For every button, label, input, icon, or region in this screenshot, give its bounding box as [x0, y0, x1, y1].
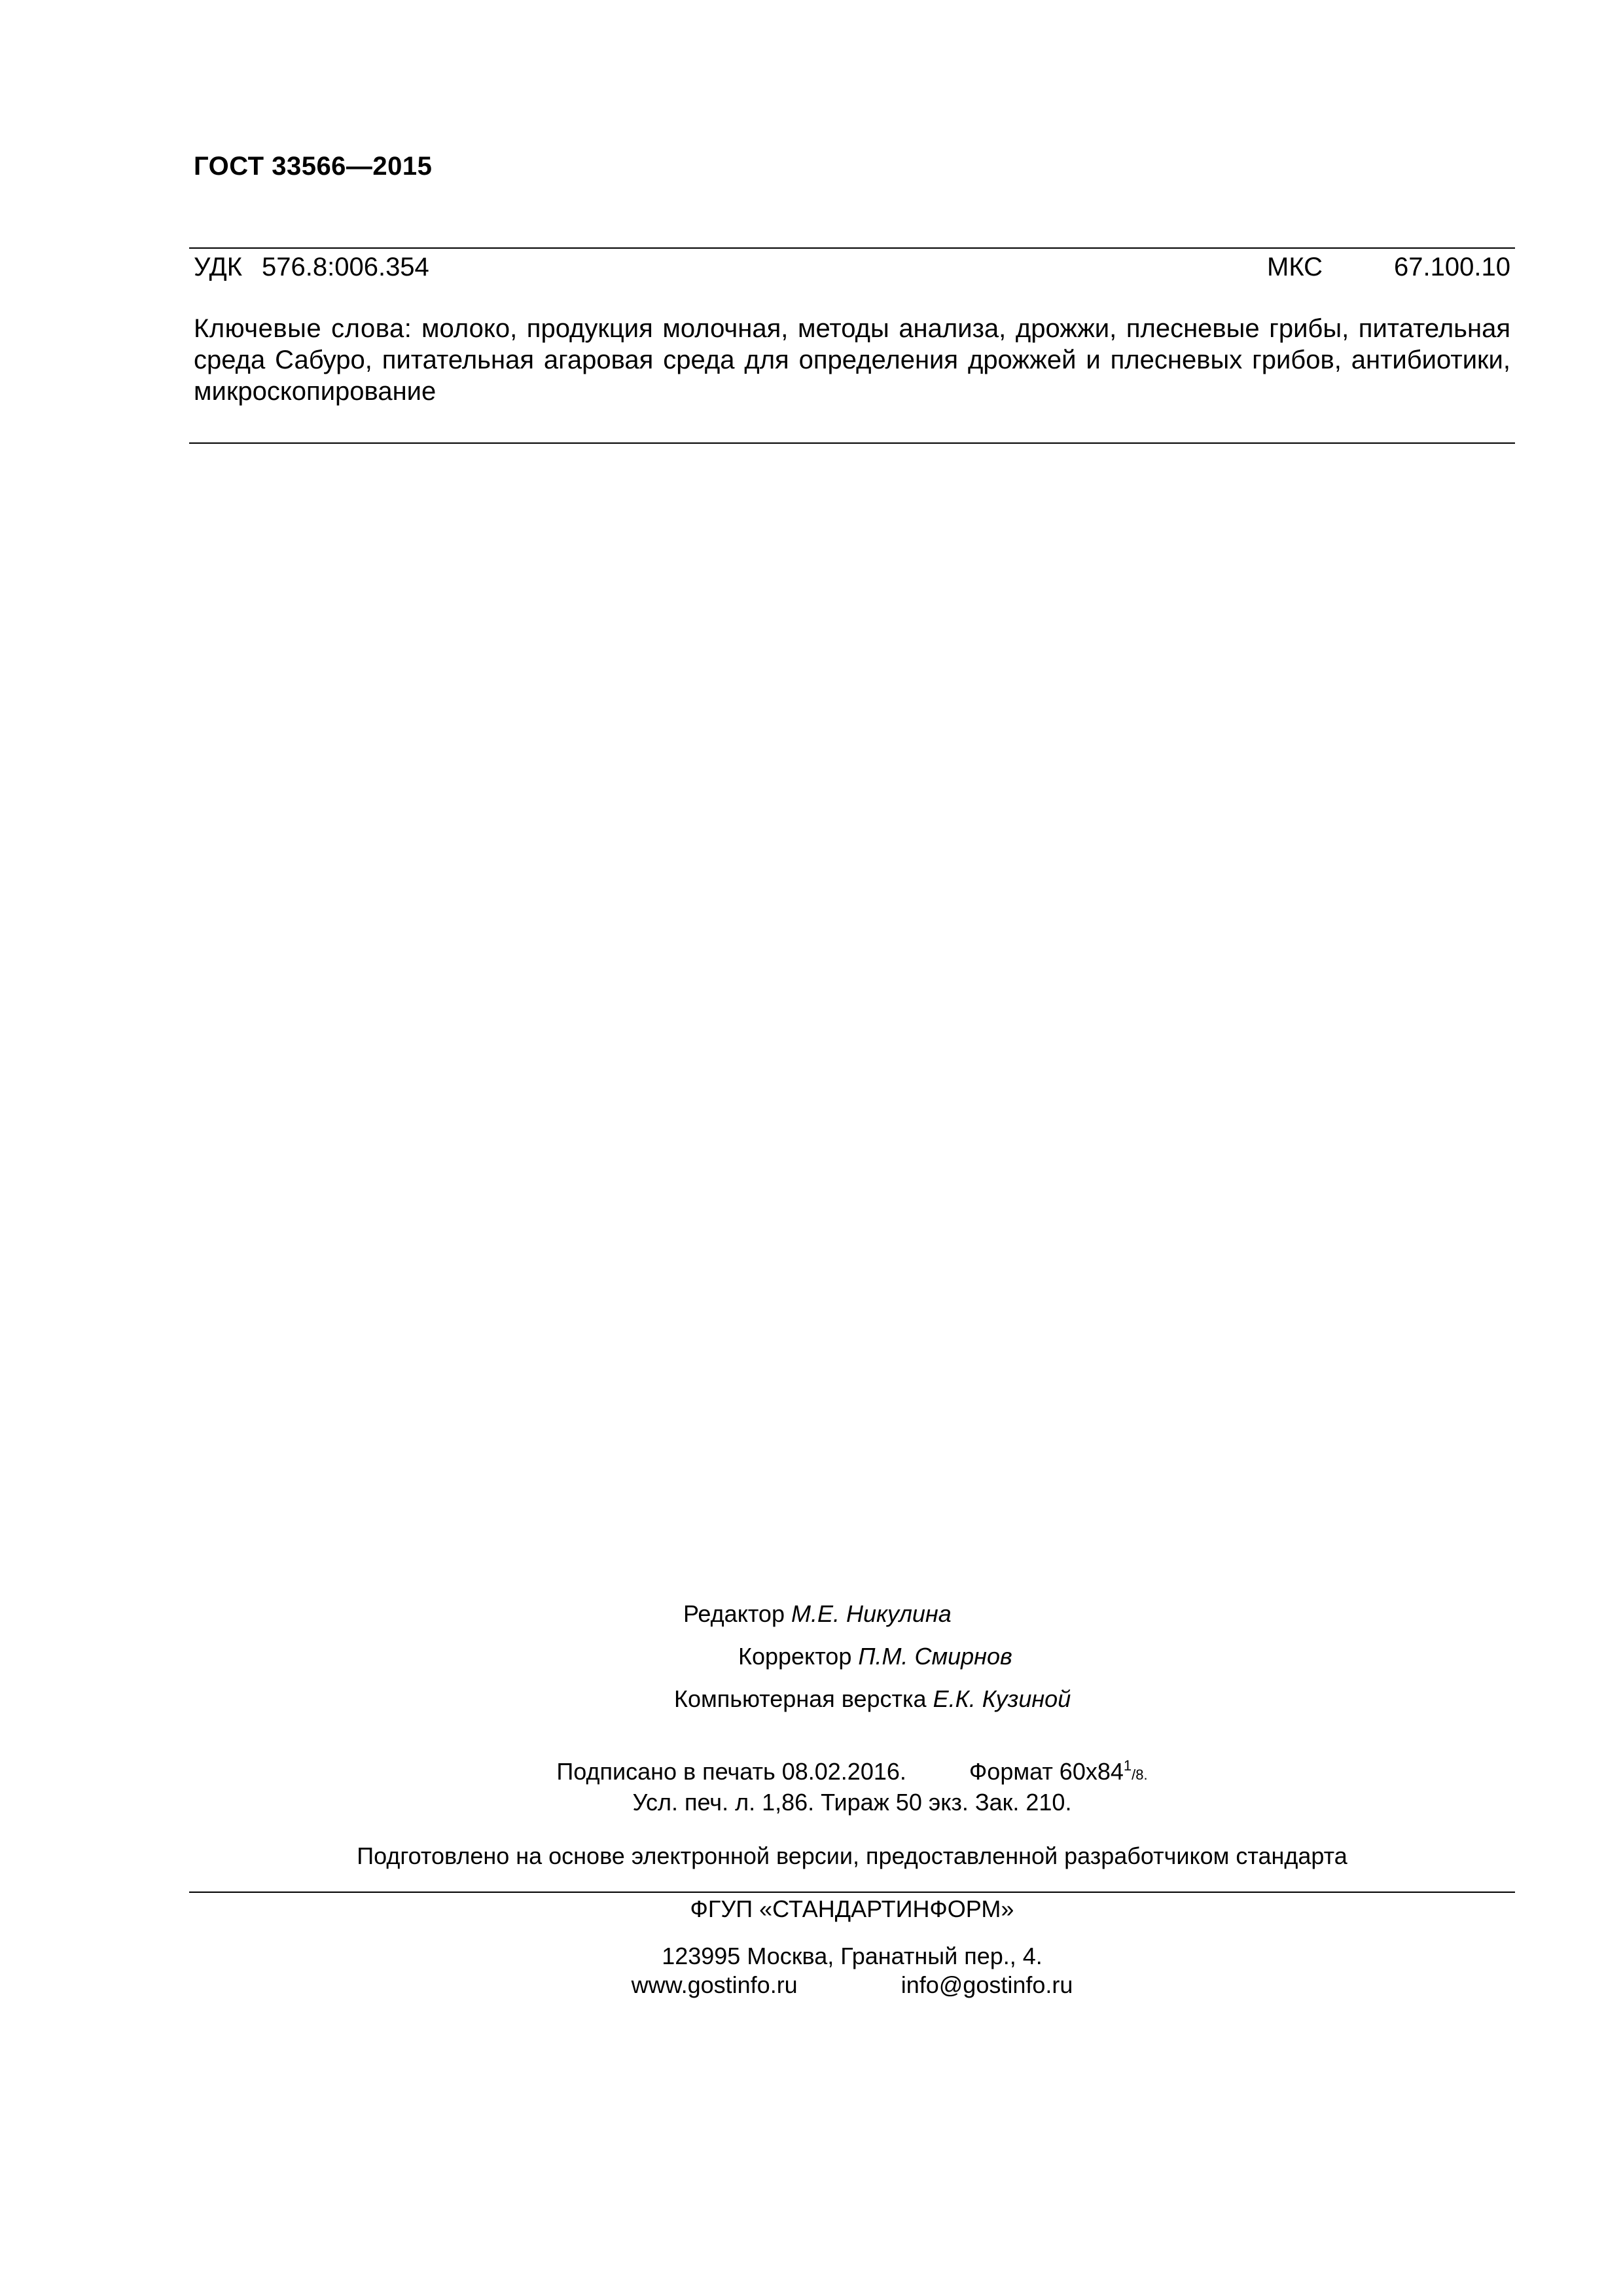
- keywords-label: Ключевые слова:: [194, 314, 412, 343]
- top-divider: [189, 247, 1515, 249]
- credit-role: Редактор: [683, 1600, 785, 1627]
- print-format: [969, 1758, 1148, 1785]
- prepared-note: Подготовлено на основе электронной версии, предоставленной разработчиком стандарта: [357, 1842, 1347, 1869]
- mks-value: 67.100.10: [1394, 253, 1510, 281]
- publisher-divider: [189, 1892, 1515, 1893]
- credit-person: П.М. Смирнов: [858, 1643, 1012, 1670]
- credit-role: Компьютерная верстка: [674, 1685, 927, 1712]
- udk-label: УДК: [194, 253, 243, 281]
- publisher-website-link[interactable]: www.gostinfo.ru: [631, 1971, 798, 1998]
- print-signed-format-line: [189, 1757, 1515, 1785]
- credit-person: М.Е. Никулина: [791, 1600, 952, 1627]
- publisher-name: ФГУП «СТАНДАРТИНФОРМ»: [690, 1895, 1014, 1922]
- classification-row: [194, 253, 1510, 285]
- mks-label: МКС: [1267, 253, 1323, 281]
- credit-editor: [683, 1600, 952, 1628]
- credit-role: Корректор: [738, 1643, 852, 1670]
- print-details: Усл. печ. л. 1,86. Тираж 50 экз. Зак. 210.: [632, 1789, 1072, 1816]
- keywords-paragraph: [194, 313, 1510, 407]
- keywords-divider: [189, 442, 1515, 444]
- print-format-fraction: [1123, 1757, 1148, 1783]
- credit-layout: [674, 1685, 1071, 1713]
- udk-value: 576.8:006.354: [262, 253, 429, 281]
- print-format-label: Формат 60х84: [969, 1758, 1124, 1785]
- publisher-email-link[interactable]: info@gostinfo.ru: [901, 1971, 1073, 1998]
- keywords-text: молоко, продукция молочная, методы анализа, дрожжи, плесневые грибы, питательная среда Сабуро, питательная агаровая среда для определения дрожжей и плесневых грибов, антибиотики, микроскопирование: [194, 314, 1510, 406]
- credit-proofreader: [738, 1643, 1012, 1670]
- credit-person: Е.К. Кузиной: [933, 1685, 1071, 1712]
- print-format-denominator: /8.: [1132, 1767, 1148, 1783]
- publisher-contacts: [189, 1971, 1515, 1999]
- print-format-numerator: 1: [1123, 1757, 1132, 1774]
- print-signed-date: Подписано в печать 08.02.2016.: [556, 1758, 906, 1785]
- document-header: ГОСТ 33566—2015: [194, 152, 433, 181]
- publisher-address: 123995 Москва, Гранатный пер., 4.: [662, 1943, 1043, 1969]
